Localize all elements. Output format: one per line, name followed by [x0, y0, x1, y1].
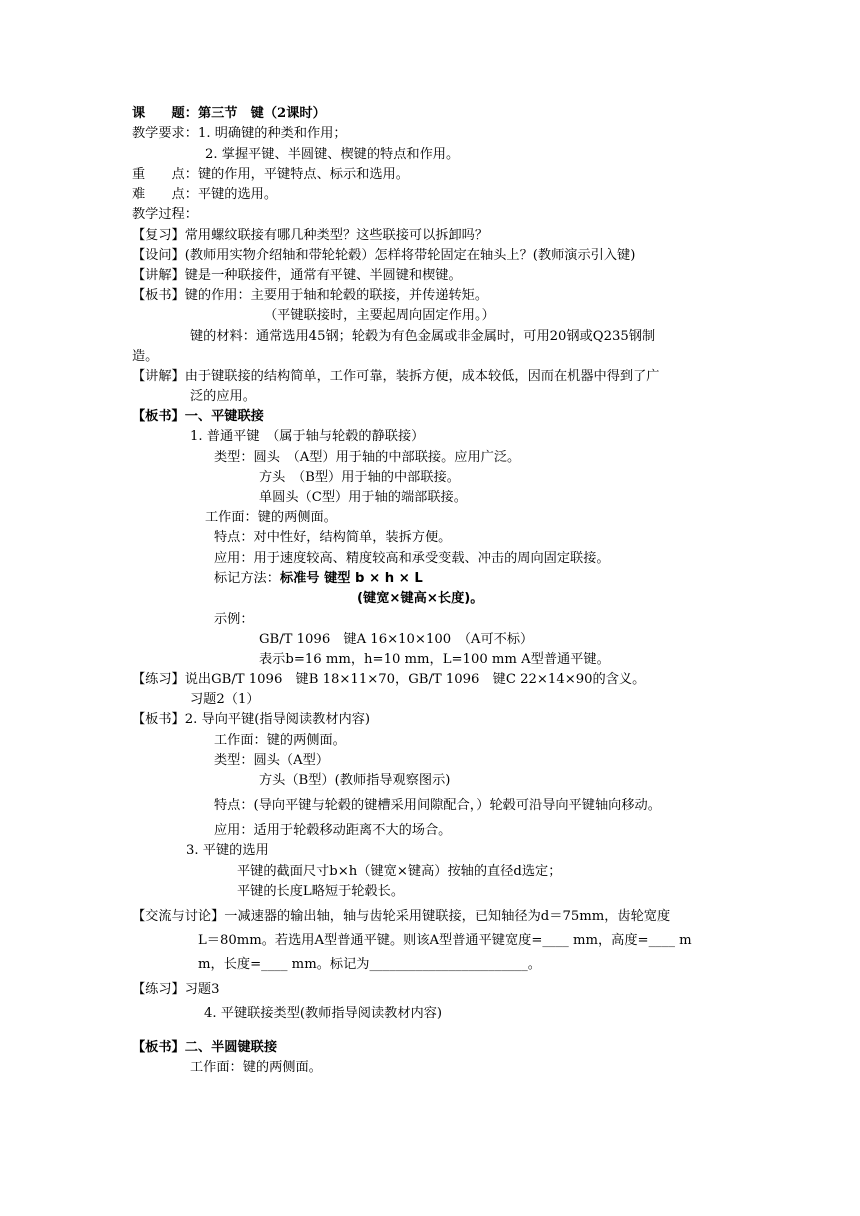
application-line-2: 应用：适用于轮毂移动距离不大的场合。: [214, 823, 452, 838]
feature-line: 特点：对中性好，结构简单，装拆方便。: [214, 530, 452, 545]
practice-line: 【练习】说出GB/T 1096 键B 18×11×70，GB/T 1096 键C 22×14×90的含义。: [132, 672, 646, 687]
explain-line: 【讲解】键是一种联接件，通常有平键、半圆键和楔键。: [132, 268, 462, 283]
subsection-1: 1. 普通平键 （属于轴与轮毂的静联接）: [190, 429, 425, 444]
explain-line-2: 【讲解】由于键联接的结构简单，工作可靠，装拆方便，成本较低，因而在机器中得到了广: [132, 369, 660, 384]
selection-line-1: 平键的截面尺寸b×h（键宽×键高）按轴的直径d选定；: [237, 864, 562, 879]
section-2-title: 二、半圆键联接: [184, 1040, 278, 1055]
board-tag-2: 【板书】: [132, 1040, 185, 1055]
material-line: 键的材料：通常选用45钢；轮毂为有色金属或非金属时，可用20钢或Q235钢制: [190, 329, 656, 344]
board-note: （平键联接时，主要起周向固定作用。）: [264, 308, 495, 323]
board-line: 【板书】键的作用：主要用于轴和轮毂的联接，并传递转矩。: [132, 288, 489, 303]
subsection-2: 【板书】2. 导向平键(指导阅读教材内容): [132, 712, 371, 727]
selection-line-2: 平键的长度L略短于轮毂长。: [237, 884, 405, 899]
subsection-4: 4. 平键联接类型(教师指导阅读教材内容): [204, 1006, 443, 1021]
type-line-3: 单圆头（C型）用于轴的端部联接。: [259, 490, 467, 505]
question-line: 【设问】(教师用实物介绍轴和带轮轮毂）怎样将带轮固定在轴头上？(教师演示引入键): [132, 248, 636, 263]
type-line-2: 方头 （B型）用于轴的中部联接。: [259, 470, 460, 485]
type-line-5: 方头（B型）(教师指导观察图示): [259, 773, 451, 788]
example-meaning: 表示b=16 mm，h=10 mm，L=100 mm A型普通平键。: [259, 652, 610, 667]
discussion-line-3: m，长度=____ mm。标记为________________________。: [198, 957, 541, 972]
type-line-4: 类型：圆头（A型）: [214, 753, 330, 768]
requirement-line-1: [132, 126, 347, 142]
work-surface-line: 工作面：键的两侧面。: [205, 510, 337, 525]
feature-line-2: 特点：(导向平键与轮毂的键槽采用间隙配合，）轮毂可沿导向平键轴向移动。: [214, 798, 661, 813]
section-1-heading: [132, 409, 264, 425]
type-line-1: 类型：圆头 （A型）用于轴的中部联接。应用广泛。: [214, 450, 521, 465]
marking-explanation: (键宽×键高×长度)。: [357, 591, 484, 606]
exercise-ref: 习题2（1）: [190, 692, 260, 707]
topic-label: 课 题：: [132, 106, 198, 121]
topic-value: 第三节 键（2课时）: [197, 106, 326, 121]
explain-line-2-cont: 泛的应用。: [190, 389, 256, 404]
material-line-cont: 造。: [132, 349, 159, 364]
process-label: 教学过程：: [132, 207, 198, 222]
review-line: 【复习】常用螺纹联接有哪几种类型？这些联接可以拆卸吗？: [132, 228, 489, 243]
marking-format: 标准号 键型 b × h × L: [279, 571, 423, 586]
subsection-3: 3. 平键的选用: [186, 843, 269, 858]
difficulty-label: 难 点：: [132, 187, 198, 202]
key-point-label: 重 点：: [132, 167, 198, 182]
requirement-label: 教学要求：: [132, 126, 198, 141]
topic-line: [132, 106, 326, 122]
application-line: 应用：用于速度较高、精度较高和承受变载、冲击的周向固定联接。: [214, 551, 610, 566]
key-point-value: 键的作用，平键特点、标示和选用。: [197, 167, 409, 182]
discussion-line-1: 【交流与讨论】一减速器的输出轴，轴与齿轮采用键联接，已知轴径为d＝75mm，齿轮宽度: [132, 909, 671, 924]
work-surface-line-3: 工作面：键的两侧面。: [190, 1060, 322, 1075]
work-surface-line-2: 工作面：键的两侧面。: [214, 733, 346, 748]
example-code: GB/T 1096 键A 16×10×100 （A可不标）: [259, 632, 534, 647]
section-1-title: 一、平键联接: [184, 409, 264, 424]
board-tag: 【板书】: [132, 409, 185, 424]
discussion-line-2: L＝80mm。若选用A型普通平键。则该A型普通平键宽度=____ mm，高度=____ m: [198, 933, 692, 948]
key-point-line: [132, 167, 409, 183]
practice-line-2: 【练习】习题3: [132, 982, 220, 997]
marking-line: [214, 571, 423, 587]
section-2-heading: [132, 1040, 277, 1056]
difficulty-line: [132, 187, 277, 203]
difficulty-value: 平键的选用。: [197, 187, 278, 202]
example-label: 示例：: [214, 612, 254, 627]
requirement-1: 1. 明确键的种类和作用；: [197, 126, 347, 141]
marking-label: 标记方法：: [214, 571, 280, 586]
requirement-2: 2. 掌握平键、半圆键、楔键的特点和作用。: [205, 147, 460, 162]
